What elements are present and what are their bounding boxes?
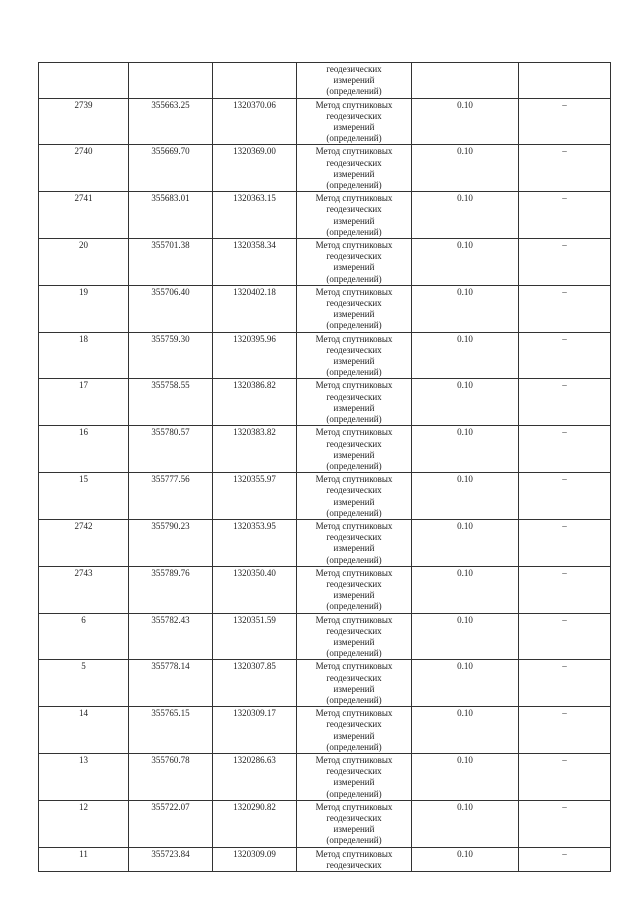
method-line: измерений <box>333 730 375 741</box>
cell-accuracy: 0.10 <box>412 98 519 145</box>
cell-point-number: 20 <box>39 239 129 286</box>
method-line: измерений <box>333 824 375 835</box>
method-line: (определений) <box>326 648 382 659</box>
method-line: геодезических <box>326 625 382 636</box>
cell-y: 1320350.40 <box>213 566 297 613</box>
method-line: геодезических <box>326 719 382 730</box>
cell-point-number: 2739 <box>39 98 129 145</box>
method-line: геодезических <box>326 391 382 402</box>
cell-point-number: 6 <box>39 613 129 660</box>
cell-y: 1320290.82 <box>213 800 297 847</box>
cell-y: 1320353.95 <box>213 519 297 566</box>
method-line: Метод спутниковых <box>315 427 393 438</box>
table-row <box>39 379 611 426</box>
method-line: измерений <box>333 356 375 367</box>
cell-note: – <box>519 660 611 707</box>
method-line: измерений <box>333 449 375 460</box>
cell-note: – <box>519 613 611 660</box>
method-line: (определений) <box>326 180 382 191</box>
method-line: Метод спутниковых <box>315 520 393 531</box>
method-line: Метод спутниковых <box>315 614 393 625</box>
cell-accuracy: 0.10 <box>412 379 519 426</box>
method-line: (определений) <box>326 601 382 612</box>
table-row <box>39 285 611 332</box>
cell-method <box>297 63 412 99</box>
cell-x: 355706.40 <box>129 285 213 332</box>
cell-y: 1320307.85 <box>213 660 297 707</box>
cell-method <box>297 379 412 426</box>
method-line: геодезических <box>326 813 382 823</box>
method-line: геодезических <box>326 110 382 121</box>
method-line: геодезических <box>326 859 382 870</box>
method-line: Метод спутниковых <box>315 754 393 765</box>
method-line: геодезических <box>326 64 382 74</box>
cell-x: 355723.84 <box>129 847 213 871</box>
method-line: Метод спутниковых <box>315 567 393 578</box>
cell-accuracy: 0.10 <box>412 707 519 754</box>
cell-x: 355765.15 <box>129 707 213 754</box>
method-line: измерений <box>333 75 375 86</box>
cell-x: 355758.55 <box>129 379 213 426</box>
cell-note: – <box>519 98 611 145</box>
method-line: Метод спутниковых <box>315 661 393 672</box>
cell-point-number: 14 <box>39 707 129 754</box>
cell-point-number <box>39 63 129 99</box>
method-line: геодезических <box>326 532 382 543</box>
cell-note: – <box>519 800 611 847</box>
cell-accuracy: 0.10 <box>412 800 519 847</box>
table-row <box>39 145 611 192</box>
cell-x: 355683.01 <box>129 192 213 239</box>
cell-method <box>297 426 412 473</box>
cell-y: 1320369.00 <box>213 145 297 192</box>
cell-accuracy <box>412 63 519 99</box>
cell-method <box>297 98 412 145</box>
table-row <box>39 847 611 871</box>
table-row <box>39 519 611 566</box>
cell-point-number: 5 <box>39 660 129 707</box>
method-line: Метод спутниковых <box>315 193 393 204</box>
cell-x: 355790.23 <box>129 519 213 566</box>
table-row <box>39 566 611 613</box>
method-line: Метод спутниковых <box>315 708 393 719</box>
cell-note: – <box>519 285 611 332</box>
cell-point-number: 16 <box>39 426 129 473</box>
cell-accuracy: 0.10 <box>412 660 519 707</box>
coordinates-table <box>38 62 611 872</box>
cell-accuracy: 0.10 <box>412 239 519 286</box>
method-line: измерений <box>333 262 375 273</box>
cell-note: – <box>519 192 611 239</box>
method-line: измерений <box>333 590 375 601</box>
method-line: Метод спутниковых <box>315 333 393 344</box>
cell-note: – <box>519 473 611 520</box>
cell-point-number: 2742 <box>39 519 129 566</box>
method-line: геодезических <box>326 578 382 589</box>
method-line: геодезических <box>326 344 382 355</box>
cell-method <box>297 847 412 871</box>
cell-method <box>297 707 412 754</box>
method-line: измерений <box>333 168 375 179</box>
method-line: Метод спутниковых <box>315 240 393 251</box>
method-line: (определений) <box>326 788 382 799</box>
cell-note: – <box>519 707 611 754</box>
cell-point-number: 13 <box>39 753 129 800</box>
cell-method <box>297 332 412 379</box>
method-line: измерений <box>333 636 375 647</box>
cell-note: – <box>519 426 611 473</box>
method-line: (определений) <box>326 460 382 471</box>
cell-point-number: 2740 <box>39 145 129 192</box>
method-line: геодезических <box>326 157 382 168</box>
method-line: измерений <box>333 309 375 320</box>
cell-accuracy: 0.10 <box>412 332 519 379</box>
method-line: геодезических <box>326 204 382 215</box>
cell-accuracy: 0.10 <box>412 753 519 800</box>
table-row <box>39 192 611 239</box>
method-line: геодезических <box>326 485 382 496</box>
method-line: Метод спутниковых <box>315 99 393 110</box>
table-row <box>39 660 611 707</box>
method-line: измерений <box>333 777 375 788</box>
cell-note: – <box>519 566 611 613</box>
method-line: (определений) <box>326 320 382 331</box>
method-line: измерений <box>333 683 375 694</box>
table-row <box>39 98 611 145</box>
cell-method <box>297 800 412 847</box>
cell-y: 1320309.17 <box>213 707 297 754</box>
cell-note: – <box>519 753 611 800</box>
cell-method <box>297 192 412 239</box>
cell-method <box>297 566 412 613</box>
method-line: (определений) <box>326 741 382 752</box>
method-line: (определений) <box>326 273 382 284</box>
cell-y: 1320370.06 <box>213 98 297 145</box>
table-row-continued <box>39 63 611 99</box>
method-line: измерений <box>333 543 375 554</box>
cell-accuracy: 0.10 <box>412 145 519 192</box>
method-line: геодезических <box>326 298 382 309</box>
cell-point-number: 17 <box>39 379 129 426</box>
cell-accuracy: 0.10 <box>412 473 519 520</box>
cell-method <box>297 285 412 332</box>
cell-y: 1320358.34 <box>213 239 297 286</box>
table-row <box>39 707 611 754</box>
cell-y: 1320286.63 <box>213 753 297 800</box>
cell-method <box>297 613 412 660</box>
method-line: (определений) <box>326 507 382 518</box>
cell-x: 355669.70 <box>129 145 213 192</box>
method-line: (определений) <box>326 414 382 425</box>
cell-point-number: 18 <box>39 332 129 379</box>
cell-note: – <box>519 145 611 192</box>
cell-x: 355760.78 <box>129 753 213 800</box>
table-row <box>39 613 611 660</box>
cell-note: – <box>519 332 611 379</box>
cell-x: 355759.30 <box>129 332 213 379</box>
cell-y: 1320355.97 <box>213 473 297 520</box>
cell-y <box>213 63 297 99</box>
cell-method <box>297 145 412 192</box>
cell-point-number: 2743 <box>39 566 129 613</box>
cell-method <box>297 239 412 286</box>
cell-point-number: 15 <box>39 473 129 520</box>
cell-point-number: 2741 <box>39 192 129 239</box>
cell-y: 1320383.82 <box>213 426 297 473</box>
method-line: Метод спутниковых <box>315 848 393 859</box>
method-line: (определений) <box>326 835 382 846</box>
cell-x: 355789.76 <box>129 566 213 613</box>
cell-note: – <box>519 239 611 286</box>
method-line: геодезических <box>326 672 382 683</box>
method-line: (определений) <box>326 554 382 565</box>
table-row <box>39 753 611 800</box>
cell-accuracy: 0.10 <box>412 285 519 332</box>
method-line: (определений) <box>326 694 382 705</box>
cell-accuracy: 0.10 <box>412 519 519 566</box>
method-line: Метод спутниковых <box>315 380 393 391</box>
cell-method <box>297 753 412 800</box>
cell-x <box>129 63 213 99</box>
cell-accuracy: 0.10 <box>412 566 519 613</box>
method-line: (определений) <box>326 86 382 97</box>
method-line: (определений) <box>326 226 382 237</box>
cell-y: 1320363.15 <box>213 192 297 239</box>
cell-y: 1320402.18 <box>213 285 297 332</box>
table-row <box>39 239 611 286</box>
cell-x: 355778.14 <box>129 660 213 707</box>
cell-accuracy: 0.10 <box>412 426 519 473</box>
cell-note: – <box>519 379 611 426</box>
method-line: (определений) <box>326 133 382 144</box>
cell-method <box>297 660 412 707</box>
cell-accuracy: 0.10 <box>412 192 519 239</box>
cell-point-number: 11 <box>39 847 129 871</box>
cell-note <box>519 63 611 99</box>
cell-x: 355782.43 <box>129 613 213 660</box>
cell-x: 355701.38 <box>129 239 213 286</box>
cell-point-number: 19 <box>39 285 129 332</box>
cell-x: 355722.07 <box>129 800 213 847</box>
method-line: измерений <box>333 122 375 133</box>
method-line: геодезических <box>326 438 382 449</box>
method-line: геодезических <box>326 251 382 262</box>
method-line: измерений <box>333 215 375 226</box>
cell-note: – <box>519 519 611 566</box>
method-line: Метод спутниковых <box>315 146 393 157</box>
cell-point-number: 12 <box>39 800 129 847</box>
method-line: измерений <box>333 496 375 507</box>
table-row <box>39 332 611 379</box>
cell-x: 355780.57 <box>129 426 213 473</box>
cell-y: 1320386.82 <box>213 379 297 426</box>
method-line: Метод спутниковых <box>315 801 393 812</box>
cell-method <box>297 473 412 520</box>
cell-accuracy: 0.10 <box>412 847 519 871</box>
table-row <box>39 426 611 473</box>
method-line: геодезических <box>326 766 382 777</box>
cell-method <box>297 519 412 566</box>
method-line: Метод спутниковых <box>315 474 393 485</box>
cell-y: 1320395.96 <box>213 332 297 379</box>
table-row <box>39 473 611 520</box>
method-line: (определений) <box>326 367 382 378</box>
method-line: Метод спутниковых <box>315 286 393 297</box>
cell-note: – <box>519 847 611 871</box>
cell-y: 1320309.09 <box>213 847 297 871</box>
cell-x: 355663.25 <box>129 98 213 145</box>
cell-y: 1320351.59 <box>213 613 297 660</box>
table-body <box>39 63 611 872</box>
method-line: измерений <box>333 402 375 413</box>
cell-x: 355777.56 <box>129 473 213 520</box>
table-row <box>39 800 611 847</box>
cell-accuracy: 0.10 <box>412 613 519 660</box>
